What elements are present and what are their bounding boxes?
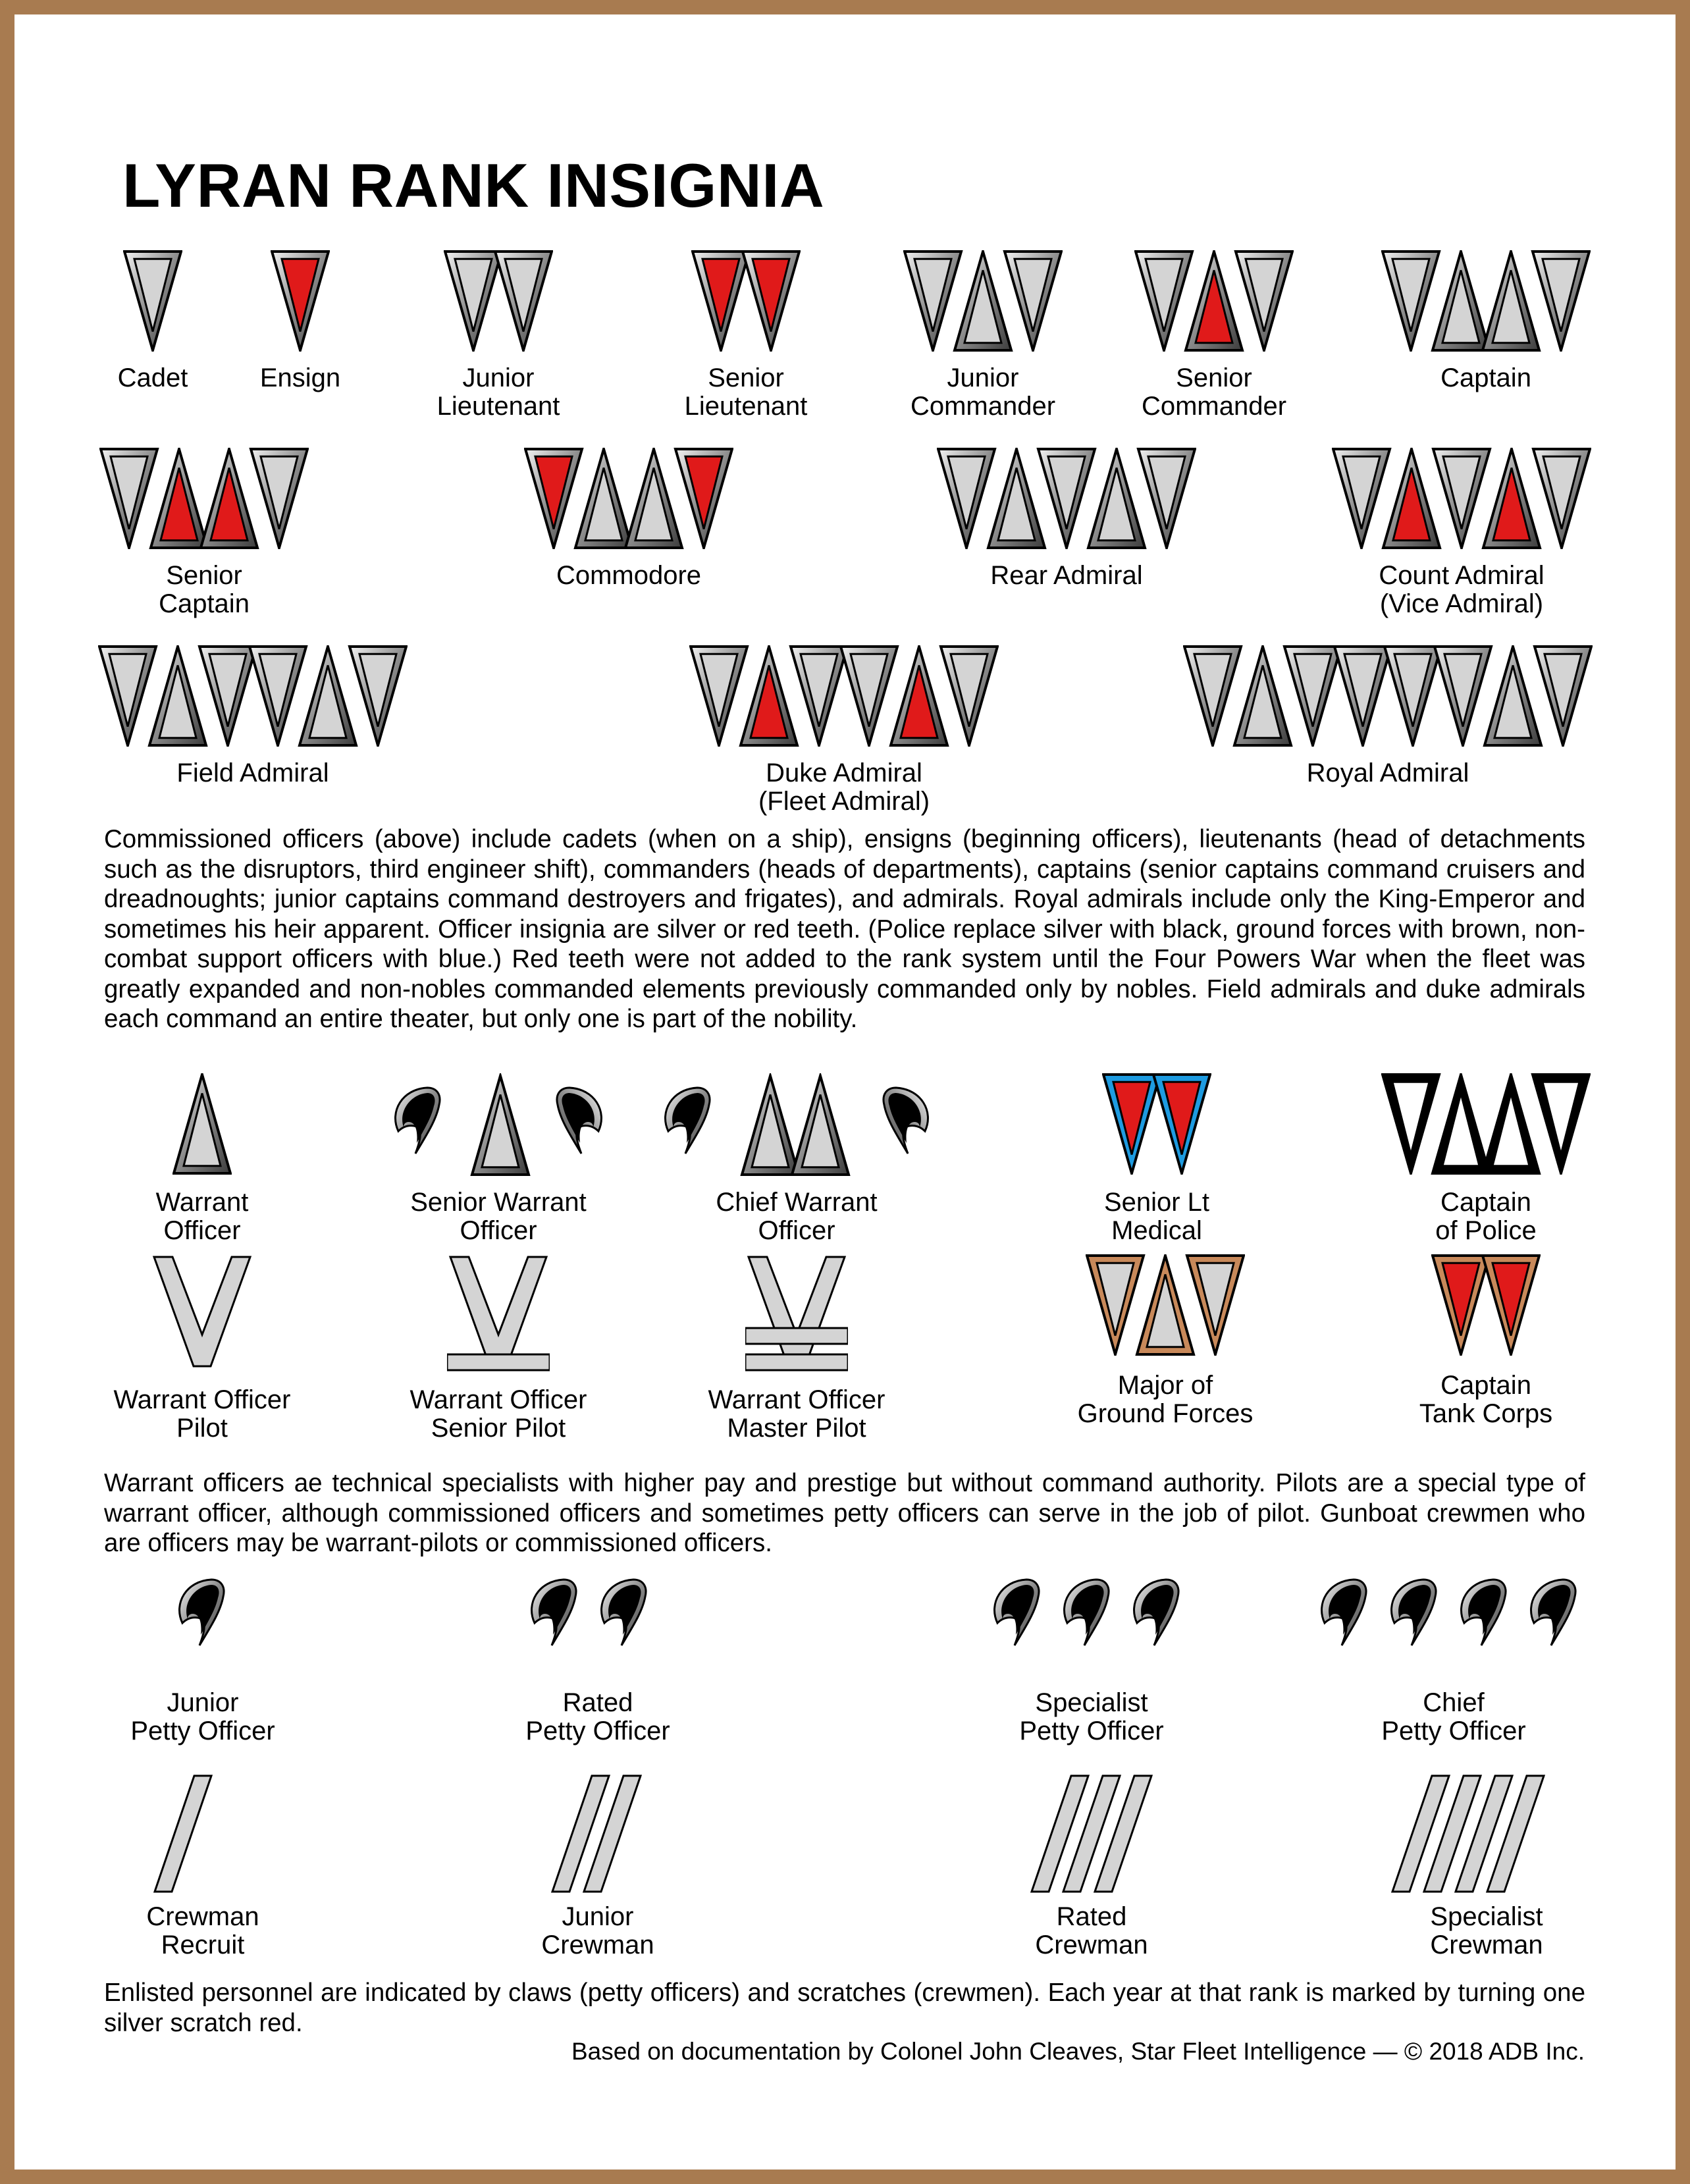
tooth-icon bbox=[1236, 252, 1292, 350]
label-line: Major of bbox=[1117, 1371, 1213, 1400]
label-line: Crewman bbox=[1035, 1931, 1148, 1959]
tooth-icon bbox=[1433, 252, 1489, 350]
specialist-crewman-label bbox=[1430, 1903, 1543, 1959]
tooth-icon bbox=[1136, 252, 1192, 350]
label-line: Rated bbox=[562, 1688, 633, 1717]
junior-lieutenant-label bbox=[437, 364, 560, 421]
rated-crewman-insignia bbox=[1030, 1774, 1153, 1894]
tooth-icon bbox=[1533, 252, 1589, 350]
tooth-icon bbox=[891, 647, 947, 745]
label-line: Field Admiral bbox=[176, 759, 329, 787]
tooth-icon bbox=[742, 1076, 799, 1175]
cadet-insignia bbox=[123, 250, 182, 352]
pilot-bar-icon bbox=[745, 1328, 848, 1344]
label-line: Warrant Officer bbox=[409, 1385, 587, 1414]
label-line: Warrant bbox=[155, 1188, 249, 1217]
senior-lieutenant-insignia bbox=[691, 250, 801, 352]
claw-icon bbox=[1322, 1580, 1367, 1645]
label-line: Captain bbox=[159, 589, 250, 618]
captain-of-police-insignia bbox=[1381, 1073, 1591, 1175]
tooth-icon bbox=[1383, 1075, 1439, 1173]
label-line: Commander bbox=[1141, 392, 1287, 421]
tooth-icon bbox=[1234, 647, 1291, 745]
label-line: Petty Officer bbox=[525, 1717, 670, 1745]
tooth-icon bbox=[905, 252, 961, 350]
label-line: Crewman bbox=[146, 1902, 259, 1931]
label-line: Chief bbox=[1423, 1688, 1485, 1717]
tooth-icon bbox=[1435, 647, 1491, 745]
major-of-ground-forces-insignia bbox=[1086, 1254, 1245, 1356]
label-line: (Fleet Admiral) bbox=[758, 787, 930, 816]
tooth-icon bbox=[693, 252, 749, 350]
claw-icon bbox=[557, 1088, 602, 1154]
tooth-icon bbox=[1483, 252, 1539, 350]
tooth-icon bbox=[174, 1075, 230, 1173]
tooth-icon bbox=[1186, 252, 1242, 350]
senior-commander-label bbox=[1142, 364, 1286, 421]
tooth-icon bbox=[350, 647, 406, 745]
senior-captain-label bbox=[159, 562, 250, 618]
junior-petty-officer-insignia bbox=[177, 1577, 236, 1651]
rated-petty-officer-label bbox=[525, 1689, 670, 1745]
officers-description: Commissioned officers (above) include cadets (when on a ship), ensigns (beginning officers), lieutenants (head of detachments such as the disruptors, third engineer shift), commanders (heads of departments), captains (senior captains command cruisers and dreadnoughts; junior captains command destroyers and frigates), and admirals. Royal admirals include only the King-Emperor and sometimes his heir apparent. Officer insignia are silver or red teeth. (Police replace silver with black, ground forces with brown, non-combat support officers with blue.) Red teeth were not added to the rank system until the Four Powers War when the fleet was greatly expanded and non-nobles commanded elements previously commanded only by nobles. Field admirals and duke admirals each command an entire theater, but only one is part of the nobility. bbox=[104, 825, 1585, 1033]
tooth-icon bbox=[1385, 647, 1441, 745]
warrant-officer-master-pilot-insignia bbox=[745, 1254, 848, 1372]
junior-commander-insignia bbox=[903, 250, 1063, 352]
tooth-icon bbox=[988, 449, 1045, 548]
label-line: Officer bbox=[460, 1216, 537, 1245]
tooth-icon bbox=[1038, 449, 1095, 548]
tooth-icon bbox=[955, 252, 1011, 350]
royal-admiral-insignia bbox=[1183, 645, 1593, 747]
senior-lt-medical-insignia bbox=[1102, 1073, 1211, 1175]
page-title: LYRAN RANK INSIGNIA bbox=[122, 151, 825, 220]
warrant-officer-pilot-insignia bbox=[151, 1254, 253, 1368]
claw-icon bbox=[1392, 1580, 1437, 1645]
label-line: Cadet bbox=[117, 363, 188, 392]
count-admiral-label bbox=[1379, 562, 1544, 618]
tooth-icon bbox=[741, 647, 797, 745]
tooth-icon bbox=[1433, 1256, 1489, 1354]
senior-lt-medical-label bbox=[1104, 1188, 1209, 1245]
claw-icon bbox=[1462, 1580, 1506, 1645]
tooth-icon bbox=[1187, 1256, 1244, 1354]
duke-admiral-label bbox=[758, 759, 930, 816]
label-line: Rear Admiral bbox=[990, 561, 1143, 590]
tooth-icon bbox=[124, 252, 181, 350]
claw-icon bbox=[1065, 1580, 1109, 1645]
captain-tank-corps-label bbox=[1419, 1372, 1552, 1428]
tooth-icon bbox=[199, 647, 256, 745]
label-line: Captain bbox=[1440, 1188, 1531, 1217]
rated-petty-officer-insignia bbox=[529, 1577, 658, 1651]
chief-warrant-officer-insignia bbox=[663, 1073, 930, 1179]
junior-petty-officer-label bbox=[130, 1689, 275, 1745]
tooth-icon bbox=[149, 647, 206, 745]
cadet-label bbox=[118, 364, 188, 392]
label-line: Royal Admiral bbox=[1306, 759, 1469, 787]
tooth-icon bbox=[1184, 647, 1241, 745]
label-line: Junior bbox=[947, 363, 1019, 392]
tooth-icon bbox=[472, 1076, 529, 1175]
tooth-icon bbox=[1485, 647, 1541, 745]
label-line: Senior bbox=[1176, 363, 1252, 392]
tooth-icon bbox=[743, 252, 799, 350]
tooth-icon bbox=[525, 449, 582, 548]
tooth-icon bbox=[201, 449, 257, 548]
warrant-officer-senior-pilot-label bbox=[410, 1386, 587, 1443]
tooth-icon bbox=[300, 647, 356, 745]
crewman-recruit-label bbox=[146, 1903, 259, 1959]
field-admiral-insignia bbox=[98, 645, 408, 747]
label-line: Petty Officer bbox=[1019, 1717, 1164, 1745]
tooth-icon bbox=[151, 449, 207, 548]
commodore-label bbox=[556, 562, 701, 590]
senior-warrant-officer-insignia bbox=[393, 1073, 604, 1179]
tooth-icon bbox=[1153, 1075, 1210, 1173]
label-line: Officer bbox=[758, 1216, 835, 1245]
tooth-icon bbox=[1483, 449, 1540, 548]
label-line: Senior Lt bbox=[1103, 1188, 1210, 1217]
label-line: Senior bbox=[166, 561, 242, 590]
junior-lieutenant-insignia bbox=[444, 250, 553, 352]
label-line: of Police bbox=[1435, 1216, 1537, 1245]
tooth-icon bbox=[791, 647, 847, 745]
label-line: Lieutenant bbox=[684, 392, 808, 421]
label-line: Warrant Officer bbox=[708, 1385, 885, 1414]
tooth-icon bbox=[575, 449, 632, 548]
tooth-icon bbox=[101, 449, 157, 548]
royal-admiral-label bbox=[1307, 759, 1469, 787]
tooth-icon bbox=[1533, 1075, 1589, 1173]
duke-admiral-insignia bbox=[689, 645, 999, 747]
junior-crewman-insignia bbox=[551, 1774, 642, 1894]
claw-icon bbox=[180, 1580, 224, 1645]
label-line: Petty Officer bbox=[1381, 1717, 1526, 1745]
tooth-icon bbox=[272, 252, 329, 350]
tooth-icon bbox=[445, 252, 502, 350]
label-line: Crewman bbox=[541, 1931, 654, 1959]
label-line: Chief Warrant bbox=[716, 1188, 878, 1217]
tooth-icon bbox=[1087, 1256, 1144, 1354]
claw-icon bbox=[532, 1580, 577, 1645]
tooth-icon bbox=[250, 647, 306, 745]
label-line: Warrant Officer bbox=[113, 1385, 291, 1414]
scratch-icon bbox=[155, 1776, 211, 1892]
major-of-ground-forces-label bbox=[1078, 1372, 1254, 1428]
tooth-icon bbox=[1383, 449, 1440, 548]
label-line: Recruit bbox=[161, 1931, 245, 1959]
label-line: (Vice Admiral) bbox=[1379, 589, 1544, 618]
specialist-petty-officer-insignia bbox=[992, 1577, 1191, 1651]
claw-icon bbox=[1134, 1580, 1179, 1645]
tooth-icon bbox=[841, 647, 897, 745]
label-line: Ensign bbox=[259, 363, 341, 392]
tooth-icon bbox=[1333, 449, 1390, 548]
senior-warrant-officer-label bbox=[410, 1188, 587, 1245]
label-line: Rated bbox=[1056, 1902, 1127, 1931]
tooth-icon bbox=[792, 1076, 849, 1175]
specialist-petty-officer-label bbox=[1019, 1689, 1163, 1745]
claw-icon bbox=[1531, 1580, 1576, 1645]
pilot-bar-icon bbox=[447, 1354, 550, 1370]
tooth-icon bbox=[1284, 647, 1341, 745]
rear-admiral-insignia bbox=[937, 448, 1196, 549]
label-line: Senior Pilot bbox=[431, 1414, 566, 1443]
tooth-icon bbox=[1483, 1075, 1539, 1173]
chief-petty-officer-insignia bbox=[1319, 1577, 1588, 1651]
label-line: Junior bbox=[462, 363, 535, 392]
claw-icon bbox=[995, 1580, 1040, 1645]
enlisted-description: Enlisted personnel are indicated by claws (petty officers) and scratches (crewmen). Each year at that rank is marked by turning one silver scratch red. bbox=[104, 1979, 1585, 2037]
crewman-recruit-insignia bbox=[153, 1774, 213, 1894]
claw-icon bbox=[884, 1088, 928, 1154]
tooth-icon bbox=[675, 449, 732, 548]
label-line: Count Admiral bbox=[1379, 561, 1545, 590]
label-line: Crewman bbox=[1430, 1931, 1543, 1959]
tooth-icon bbox=[941, 647, 997, 745]
tooth-icon bbox=[938, 449, 995, 548]
label-line: Ground Forces bbox=[1077, 1399, 1254, 1428]
tooth-icon bbox=[99, 647, 156, 745]
captain-insignia bbox=[1381, 250, 1591, 352]
senior-lieutenant-label bbox=[685, 364, 808, 421]
label-line: Junior bbox=[562, 1902, 634, 1931]
chief-warrant-officer-label bbox=[716, 1188, 877, 1245]
junior-commander-label bbox=[911, 364, 1055, 421]
tooth-icon bbox=[1137, 1256, 1194, 1354]
label-line: Junior bbox=[167, 1688, 239, 1717]
tooth-icon bbox=[625, 449, 682, 548]
tooth-icon bbox=[1138, 449, 1195, 548]
label-line: Captain bbox=[1440, 363, 1531, 392]
warrants-description: Warrant officers ae technical specialists with higher pay and prestige but without command authority. Pilots are a special type of warrant officer, although commissioned officers and sometimes petty officers can serve in the job of pilot. Gunboat crewmen who are officers may be warrant-pilots or commissioned officers. bbox=[104, 1469, 1585, 1557]
tooth-icon bbox=[251, 449, 307, 548]
tooth-icon bbox=[1005, 252, 1061, 350]
label-line: Medical bbox=[1111, 1216, 1202, 1245]
pilot-bar-icon bbox=[745, 1354, 848, 1370]
tooth-icon bbox=[1088, 449, 1145, 548]
specialist-crewman-insignia bbox=[1391, 1774, 1545, 1894]
label-line: Duke Admiral bbox=[766, 759, 922, 787]
credit-line: Based on documentation by Colonel John Cleaves, Star Fleet Intelligence — © 2018 ADB Inc. bbox=[571, 2038, 1585, 2065]
captain-tank-corps-insignia bbox=[1431, 1254, 1541, 1356]
label-line: Lieutenant bbox=[436, 392, 560, 421]
tooth-icon bbox=[1103, 1075, 1160, 1173]
warrant-officer-pilot-label bbox=[114, 1386, 291, 1443]
warrant-officer-senior-pilot-insignia bbox=[447, 1254, 550, 1372]
pilot-v-icon bbox=[450, 1257, 546, 1366]
tooth-icon bbox=[1383, 252, 1439, 350]
junior-crewman-label bbox=[541, 1903, 654, 1959]
label-line: Commodore bbox=[556, 561, 702, 590]
label-line: Commander bbox=[910, 392, 1056, 421]
tooth-icon bbox=[1334, 647, 1391, 745]
ensign-label bbox=[260, 364, 340, 392]
tooth-icon bbox=[1535, 647, 1591, 745]
label-line: Officer bbox=[163, 1216, 241, 1245]
captain-label bbox=[1440, 364, 1531, 392]
tooth-icon bbox=[1433, 1075, 1489, 1173]
label-line: Master Pilot bbox=[727, 1414, 866, 1443]
warrant-officer-master-pilot-label bbox=[708, 1386, 885, 1443]
claw-icon bbox=[396, 1088, 440, 1154]
label-line: Captain bbox=[1440, 1371, 1531, 1400]
count-admiral-insignia bbox=[1332, 448, 1591, 549]
field-admiral-label bbox=[176, 759, 329, 787]
warrant-officer-insignia bbox=[172, 1073, 232, 1175]
label-line: Specialist bbox=[1430, 1902, 1543, 1931]
pilot-v-icon bbox=[154, 1257, 250, 1366]
senior-captain-insignia bbox=[99, 448, 309, 549]
pilot-v-icon bbox=[749, 1257, 845, 1366]
label-line: Specialist bbox=[1035, 1688, 1148, 1717]
tooth-icon bbox=[1533, 449, 1590, 548]
tooth-icon bbox=[1483, 1256, 1539, 1354]
senior-commander-insignia bbox=[1134, 250, 1294, 352]
label-line: Senior Warrant bbox=[410, 1188, 587, 1217]
label-line: Petty Officer bbox=[130, 1717, 275, 1745]
label-line: Pilot bbox=[176, 1414, 228, 1443]
captain-of-police-label bbox=[1435, 1188, 1536, 1245]
claw-icon bbox=[602, 1580, 647, 1645]
label-line: Tank Corps bbox=[1419, 1399, 1553, 1428]
tooth-icon bbox=[1433, 449, 1490, 548]
rear-admiral-label bbox=[990, 562, 1142, 590]
warrant-officer-label bbox=[156, 1188, 249, 1245]
label-line: Senior bbox=[708, 363, 784, 392]
rated-crewman-label bbox=[1035, 1903, 1148, 1959]
tooth-icon bbox=[495, 252, 552, 350]
claw-icon bbox=[666, 1088, 710, 1154]
chief-petty-officer-label bbox=[1381, 1689, 1525, 1745]
tooth-icon bbox=[691, 647, 747, 745]
commodore-insignia bbox=[524, 448, 733, 549]
ensign-insignia bbox=[271, 250, 330, 352]
